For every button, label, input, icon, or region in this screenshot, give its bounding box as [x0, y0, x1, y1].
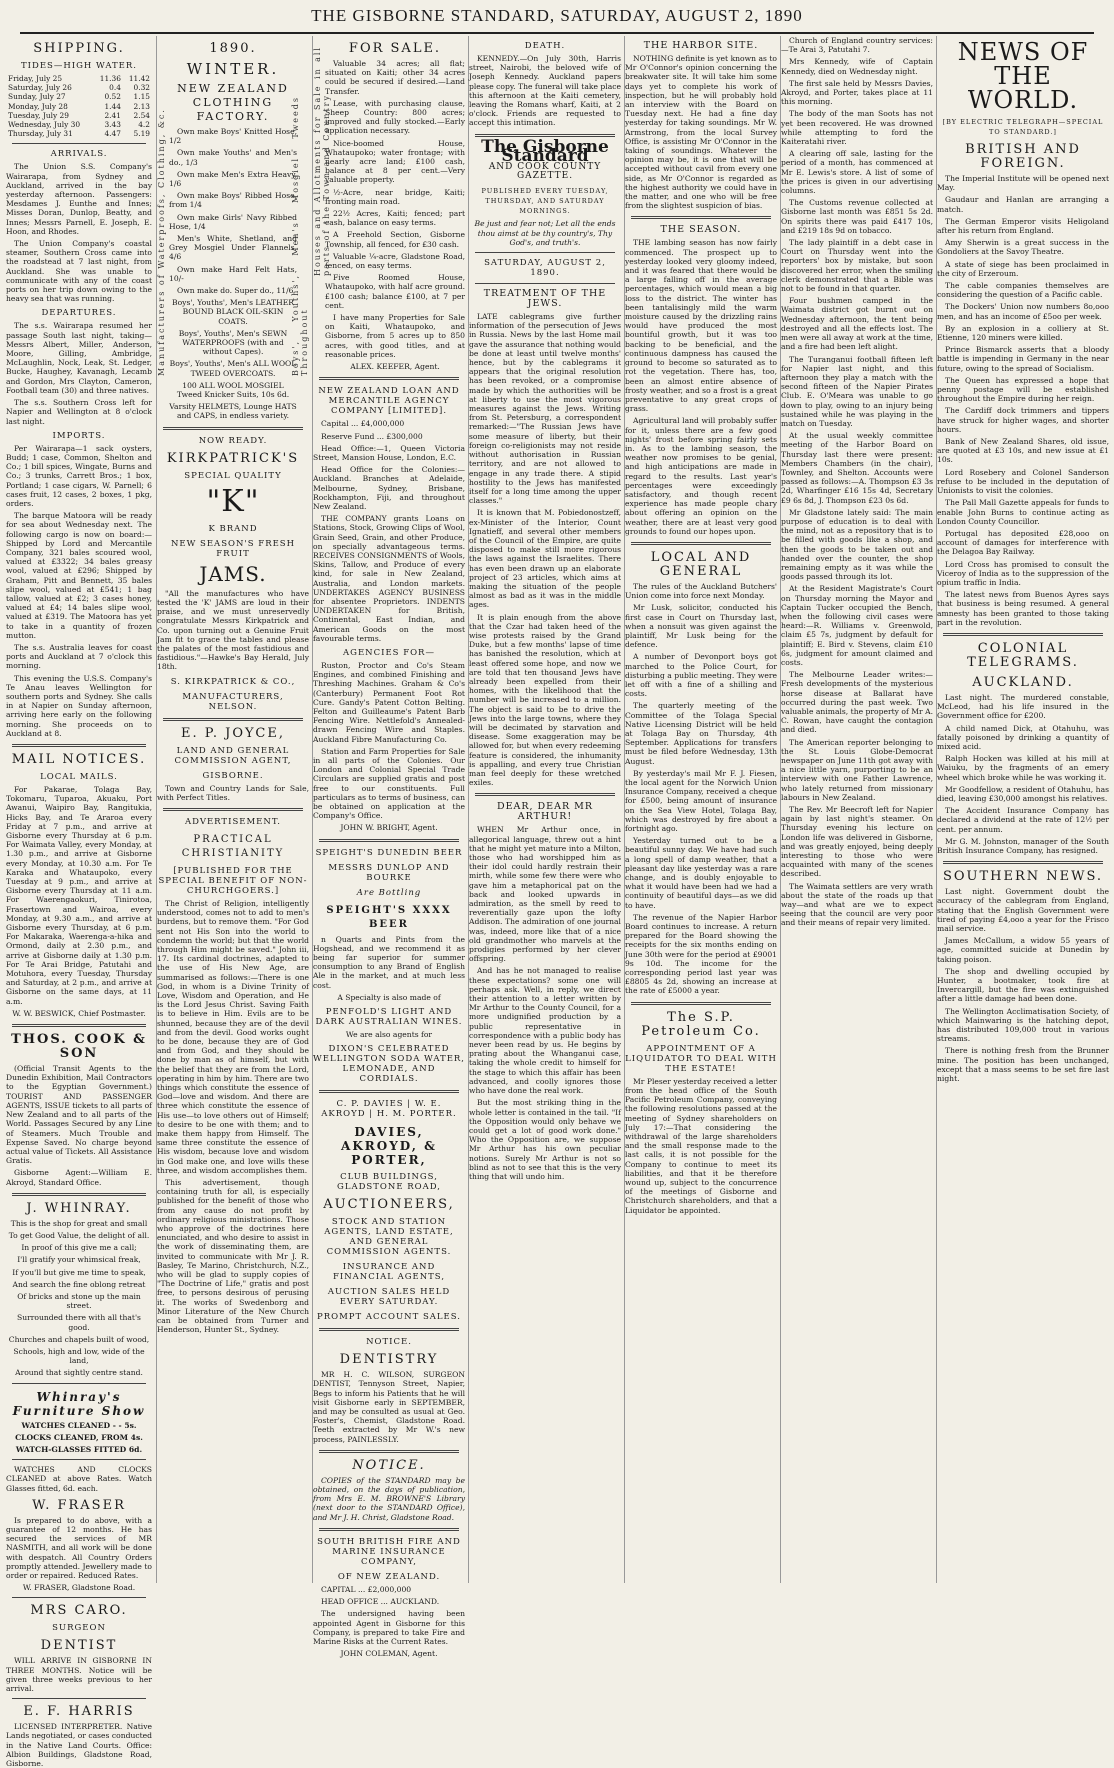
nameplate-published: PUBLISHED EVERY TUESDAY, THURSDAY, AND SATURDAY MORNINGS.: [481, 187, 609, 216]
col6-churches: Church of England country services:—Te Arai 3, Patutahi 7.: [781, 36, 933, 55]
southbritish-sign: JOHN COLEMAN, Agent.: [340, 1649, 438, 1659]
kirk-special: SPECIAL QUALITY: [184, 470, 282, 481]
col6-p15: The Waimata settlers are very wrath about the state of the roads up that way—and what are we to expect seeing that the council are very poor and their means of repair very limited.: [781, 881, 933, 928]
factory-more-item: Boys', Youths', Men's ALL WOOL TWEED OVERCOATS.: [169, 359, 297, 378]
local-p4: The quarterly meeting of the Committee of the Tolaga Special Native Licensing District will be held at Tolaga Bay on Thursday, 4th September. Applications for transfers must be filed before Wednesday, 13th August.: [625, 701, 777, 766]
factory-more: [169, 298, 297, 420]
caro-heading: MRS CARO.: [30, 1603, 128, 1619]
departures-text-2: The s.s. Southern Cross left for Napier and Wellington at 8 o'clock last night.: [6, 398, 152, 426]
tide-row: [6, 92, 152, 101]
nzloan-text-2: THE COMPANY grants Loans on Stations, Stock, Growing Clips of Wool, Grain Seed, Grain, and other Produce, on specially advantageous terms. RECEIVES CONSIGNMENTS of Wools, Skins, Tallow, and Produce of every kind, for sale in New Zealand, Australia, and London markets. UNDERTAKES AGENCY BUSINESS for absentee Proprietors. INDENTS UNDERTAKEN for British, Continental, East Indian, and American Goods on the most favourable terms.: [313, 514, 465, 643]
arrivals-text-2: The Union Company's coastal steamer, Southern Cross came into the roadstead at 7 last night, from Auckland. She was unable to communicate with any of the coast ports on her trip down owing to the heavy sea that was running.: [6, 239, 152, 304]
kirk-quote: "All the manufactures who have tested the 'K' JAMS are loud in their praise, and we must unreservedly congratulate Messrs Kirkpatrick and Co. upon turning out a Genuine Fruit Jam fit to grace the tables and please the palates of the most fastidious and fastidious."—Hawke's Bay Herald, July 18th.: [157, 588, 309, 672]
tide-am: 2.41: [104, 110, 121, 120]
news-item: Lord Cross has promised to consult the Viceroy of India as to the suppression of the opium traffic in India.: [937, 559, 1109, 587]
news-sub: [BY ELECTRIC TELEGRAPH—SPECIAL TO STANDARD.]: [942, 118, 1104, 136]
tide-day: Monday, July 28: [8, 101, 68, 111]
arrivals-heading: ARRIVALS.: [50, 149, 108, 160]
year-heading: 1890.: [209, 41, 257, 56]
tide-day: Saturday, July 26: [8, 83, 72, 93]
christianity-label: ADVERTISEMENT.: [185, 816, 281, 827]
davies-text: STOCK AND STATION AGENTS, LAND ESTATE, AND GENERAL COMMISSION AGENTS.: [324, 1217, 454, 1258]
sale-item: Valuable ¼-acre, Gladstone Road, fenced, on easy terms.: [325, 251, 465, 271]
col6-p2: The first sale held by Messrs Davies, Akroyd, and Porter, takes place at 11 this morning.: [781, 78, 933, 107]
col6-p8: The Turanganui football fifteen left for Napier last night, and this afternoon they play a match with the second fifteen of the Napier Pirates Club. E. O'Meara was unable to go down to play, owing to an injury being sustained while he was playing in the match on Tuesday.: [781, 354, 933, 428]
kirk-name: KIRKPATRICK'S: [166, 450, 300, 466]
speight-sub: MESSRS DUNLOP AND BOURKE: [328, 862, 450, 883]
southern-item: The shop and dwelling occupied by Hunter, a bootmaker, took fire at Invercargill, but the fire was extinguished after a little damage had been done.: [937, 966, 1109, 1004]
factory-item: Men's White, Shetland, and Grey Mosgiel Under Flannels, 4/6: [169, 234, 297, 262]
furniture-item: WATCH-GLASSES FITTED 6d.: [15, 1444, 143, 1454]
tide-pm: 0.32: [133, 83, 150, 93]
whinray-poem-line: To get Good Value, the delight of all.: [8, 1230, 150, 1240]
notice-text: COPIES of the STANDARD may be obtained, on the days of publication, from Mrs E. M. BROWNE'S Library (next door to the STANDARD Office), and Mr J. H. Christ, Gladstone Road.: [313, 1475, 465, 1522]
season-p2: Agricultural land will probably suffer for it, unless there are a few good nights' frost before spring fairly sets in. As to the lambing season, the weather now promises to be genial, and high anticipations are made in regard to the results. Last year's percentages were exceedingly satisfactory, and though recent experience has made people chary about offering an opinion on the weather, there are at least very good grounds to found our hopes upon.: [625, 416, 777, 536]
dentistry-notice: NOTICE.: [366, 1337, 412, 1348]
fraser-sign: W. FRASER, Gladstone Road.: [22, 1583, 136, 1593]
davies-auctioneers: AUCTIONEERS,: [323, 1197, 455, 1213]
kirk-footer-2: MANUFACTURERS, NELSON.: [182, 691, 284, 712]
death-heading: DEATH.: [524, 41, 566, 51]
news-item: The Queen has expressed a hope that penny postage will be established throughout the Empire during her reign.: [937, 375, 1109, 404]
nzloan-reserve: Reserve Fund ... £300,000: [321, 431, 423, 441]
col6-p3: The body of the man Soots has not yet been recovered. He was drowned while attempting to ford the Kaiteratahi river.: [781, 109, 933, 147]
news-heading: NEWS OF THE WORLD.: [957, 38, 1089, 114]
column-7: [936, 36, 1109, 1583]
local-p7: The revenue of the Napier Harbor Board continues to increase. A return prepared for the Board showing the receipts for the six months ending on June 30th were for the period at £9001 9s 10d. The income for the corresponding period last year was £8805 4s 2d, showing an increase at the rate of £5000 a year.: [625, 912, 777, 996]
column-6: [780, 36, 933, 1583]
nameplate-date: SATURDAY, AUGUST 2, 1890.: [484, 258, 606, 279]
departures-heading: DEPARTURES.: [41, 308, 117, 319]
notice-heading: NOTICE.: [352, 1457, 426, 1473]
joyce-town: GISBORNE.: [202, 770, 264, 781]
auckland-item: The Accident Insurance Company has declared a dividend at the rate of 12½ per cent. per annum.: [937, 806, 1109, 834]
sale-item: ½-Acre, near bridge, Kaiti; fronting main road.: [325, 187, 465, 206]
kirk-jams: JAMS.: [199, 561, 267, 586]
news-item: The Pall Mall Gazette appeals for funds to enable John Burns to continue acting as London County Councillor.: [937, 498, 1109, 526]
cook-heading: THOS. COOK & SON: [11, 1032, 147, 1062]
southbritish-sub: OF NEW ZEALAND.: [337, 1571, 441, 1582]
tide-pm: 1.15: [133, 92, 150, 102]
news-item: Prince Bismarck asserts that a bloody battle is impending in Germany in the near future, owing to the spread of Socialism.: [937, 345, 1109, 373]
tide-am: 1.44: [104, 101, 121, 111]
tide-pm: 2.13: [133, 101, 150, 111]
factory-item: Own make Youths' and Men's do., 1/3: [169, 148, 297, 167]
tide-am: 0.4: [109, 83, 121, 93]
tide-am: 3.43: [104, 120, 121, 130]
col6-p12: The Melbourne Leader writes:—Fresh developments of the mysterious horse disease at Ballarat have occurred during the past week. Two valuable animals, the property of Mr A. C. Rowan, have caught the contagion and died.: [781, 670, 933, 735]
whinray-poem-line: Churches and chapels built of wood,: [8, 1334, 150, 1344]
factory-more-item: Boys', Youths', Men's LEATHER BOUND BLACK OIL-SKIN COATS.: [172, 298, 294, 326]
auckland-item: A child named Dick, at Otahuhu, was fatally poisoned by drinking a quantity of mixed acid.: [937, 723, 1109, 751]
news-item: The cable companies themselves are considering the question of a Pacific cable.: [937, 281, 1109, 300]
nameplate-motto: Be just and fear not; Let all the ends thou aimst at be thy country's, Thy God's, and truth's.: [474, 219, 616, 247]
southbritish-office: HEAD OFFICE ... AUCKLAND.: [321, 1597, 440, 1607]
nzloan-sign: JOHN W. BRIGHT, Agent.: [340, 823, 438, 833]
christianity-text-2: This advertisement, though containing truth for all, is especially published for the benefit of those who from any cause do not profit by ordinary religious ministrations. Those who approve of the doctrines here enunciated, and who desire to assist in the work of disseminating them, are invited to communicate with Mr J. R. Basley, Te Marino, Christchurch, N.Z., who will be glad to supply copies of "The Doctrine of Life," gratis and post free, to persons desirous of perusing it. The works of Swedenborg and Minor Literature of the New Church can be obtained from Turner and Henderson, Hunter St., Sydney.: [157, 1178, 309, 1335]
nzloan-agents-heading: AGENCIES FOR—: [343, 647, 435, 658]
joyce-sub: LAND AND GENERAL COMMISSION AGENT,: [174, 745, 292, 766]
news-item: The Cardiff dock trimmers and tippers have struck for higher wages, and shorter hours.: [937, 406, 1109, 434]
petroleum-p1: Mr Pleser yesterday received a letter from the head office of the South Pacific Petroleum Company, conveying the following resolutions passed at the meeting of Sydney shareholders on July 17:—That considering the withdrawal of the large shareholders and the small response made to the last calls, it is not possible for the Company to continue to meet its liabilities, and that it be therefore wound up, subject to the concurrence of the meetings of Gisborne and Christchurch shareholders, and that a Liquidator be appointed.: [625, 1076, 777, 1215]
harris-text: LICENSED INTERPRETER. Native Lands negotiated, or cases conducted in the Native Land Courts. Office: Albion Buildings, Gladstone Road, Gisborne.: [6, 1722, 152, 1768]
factory-item: Own make do. Super do., 11/6: [177, 286, 294, 296]
winter-heading: WINTER.: [186, 60, 280, 78]
arthur-p2: And has he not managed to realise these expectations? some one will perhaps ask. Well, in reply, we direct their attention to a letter written by Mr Arthur to the County Council, for a more undignified production by a public representative in correspondence with a public body has never been read by us. He begins by prating about the Whanganui case, taking the whole credit to himself for the stage to which this affair has been advanced, and coolly ignores those who have done the real work.: [469, 966, 621, 1096]
auckland-item: Ralph Hocken was killed at his mill at Waiuku, by the fragments of an emery wheel which broke while he was working it.: [937, 754, 1109, 782]
southern-item: There is nothing fresh from the Brunner mine. The position has been unchanged, except that a mass seems to be set fire last night.: [937, 1046, 1109, 1084]
local-p5: By yesterday's mail Mr F. J. Fiesen, the local agent for the Norwich Union Insurance Company, received a cheque for £500, being amount of insurance on the Sea View Hotel, Tolaga Bay, which was destroyed by fire about a fortnight ago.: [625, 768, 777, 834]
mail-sign: W. W. BESWICK, Chief Postmaster.: [12, 1008, 146, 1018]
tide-am: 11.36: [99, 74, 121, 83]
factory-more-item: 100 ALL WOOL MOSGIEL Tweed Knicker Suits, 10s 6d.: [176, 380, 290, 400]
sale-item: Lease, with purchasing clause, Sheep Country: 800 acres; improved and fully stocked.—Early application necessary.: [325, 98, 465, 136]
tides-table: [6, 74, 152, 138]
southern-heading: SOUTHERN NEWS.: [942, 869, 1104, 885]
tide-am: 0.52: [104, 92, 121, 102]
sale-item: Valuable 34 acres; all flat; situated on Kaiti; other 34 acres could be secured if desired.—Land Transfer.: [325, 59, 465, 96]
season-heading: THE SEASON.: [660, 224, 742, 236]
nzloan-text: Head Office for the Colonies:—Auckland. Branches at Adelaide, Melbourne, Sydney, Brisbane, Rockhampton, Fiji, and throughout New Zealand.: [313, 465, 465, 511]
kirk-k: "K": [206, 483, 260, 519]
whinray-poem-line: In proof of this give me a call;: [21, 1243, 137, 1253]
factory-more-item: Varsity HELMETS, Lounge HATS and CAPS, in endless variety.: [169, 402, 297, 421]
tide-row: [6, 120, 152, 129]
cook-text: (Official Transit Agents to the Dunedin Exhibition, Mail Contractors to the Egyptian Government.) TOURIST AND PASSENGER AGENTS, ISSUE tickets to all parts of New Zealand and to all parts of the World. Passages Secured by any Line of Steamers. Much Trouble and Expense Saved. No charge beyond actual value of Tickets. All Assistance Gratis.: [6, 1064, 152, 1166]
dentistry-heading: DENTISTRY: [339, 1352, 439, 1368]
davies-auction: AUCTION SALES HELD EVERY SATURDAY.: [327, 1287, 451, 1308]
jews-p3: It is plain enough from the above that the Czar had taken heed of the wise protests raised by the Grand Duke, but a few months' lapse of time has banished the resolution, which at least offered some hope, and now we are told that ten thousand Jews have already been expelled from their homes, with the likelihood that the number will be increased to a million. The object is said to be to drive the Jews into the large towns, where they will be decimated by starvation and disease. Some exaggeration may be allowed for, but when every redeeming feature is considered, the inhumanity is appalling, and every true Christian man feel deeply for these wretched exiles.: [469, 612, 621, 788]
tide-row: [6, 111, 152, 120]
sale-sign: ALEX. KEEFER, Agent.: [350, 362, 440, 372]
side-label-sale: Houses and Allotments for Sale in all parts of the Town and Country: [313, 46, 332, 276]
auckland-item: Mr Goodfellow, a resident of Otahuhu, has died, leaving £30,000 amongst his relatives.: [937, 784, 1109, 803]
furniture-item: CLOCKS CLEANED, FROM 4s.: [15, 1432, 143, 1442]
sale-item: 22½ Acres, Kaiti; fenced; part cash, balance on easy terms.: [325, 209, 465, 228]
jews-p1: LATE cablegrams give further information of the persecution of Jews in Russia. News by the last Home mail gave the assurance that nothing would be done at least until twelve months' hence, but by the cablegrams it appears that the original resolution has been revoked, or a compromise made by which the authorities will be at liberty to use the most vigorous measures against the Jews. Writing from St. Petersburg, a correspondent remarked:—"The Russian Jews have some measure of liberty, but their foreign co-religionists may not reside without authorisation in Russian territory, and are not allowed to engage in any trade there. A stipid hostility to the Jews has manifested itself for a long time among the upper classes.": [469, 312, 621, 506]
speight-beer: SPEIGHT'S XXXX BEER: [326, 904, 452, 930]
col6-p10: Mr Gladstone lately said: The main purpose of education is to deal with the mind, not as a repository that is to be filled with goods like a shop, and then the goods to be taken out and handed over the counter, the shop remaining empty as it was while the goods passed through its lot.: [781, 507, 933, 582]
tides-heading: TIDES—HIGH WATER.: [20, 61, 137, 71]
kirk-new-season: NEW SEASON'S FRESH FRUIT: [170, 538, 296, 559]
factory-item: Own make Boys' Ribbed Hose, from 1/4: [169, 191, 297, 210]
sale-item: Nice-boomed House, Whataupoko; water frontage; with nearly acre land; £100 cash, balance at 8 per cent.—Very valuable property.: [325, 138, 465, 185]
column-5: [624, 36, 777, 1583]
tide-row: [6, 74, 152, 83]
news-item: Gaudaur and Hanlan are arranging a match.: [937, 195, 1109, 214]
southern-items: [937, 887, 1109, 1083]
whinray-poem: [6, 1219, 152, 1378]
nzloan-capital: Capital ... £4,000,000: [321, 419, 405, 429]
tide-day: Tuesday, July 29: [8, 110, 69, 120]
masthead-title: THE GISBORNE STANDARD, SATURDAY, AUGUST 2, 1890: [311, 6, 803, 25]
col6-p5: The Customs revenue collected at Gisborne last month was £851 5s 2d. On spirits there was paid £417 10s, and £219 18s 9d on tobacco.: [781, 198, 933, 235]
southern-item: Last night. Government doubt the accuracy of the cablegram from England, stating that the English Government were tired of paying £4,ooo a year for the Frisco mail service.: [937, 887, 1109, 933]
whinray-poem-line: And search the fine oblong retreat: [12, 1279, 146, 1289]
auckland-item: Last night. The murdered constable, McLeod, had his life insured in the Government office for £200.: [937, 692, 1109, 721]
local-heading: LOCAL AND GENERAL: [650, 549, 752, 579]
speight-penfold: PENFOLD'S LIGHT AND DARK AUSTRALIAN WINES.: [315, 1007, 463, 1028]
whinray-poem-line: Schools, high and low, wide of the land,: [13, 1346, 145, 1366]
factory-more-item: Boys', Youths', Men's SEWN WATERPROOFS (with and without Capes).: [178, 328, 288, 357]
col6-p14: The Rev. Mr Beecroft left for Napier again by last night's steamer. On Thursday evening his lecture on London life was delivered in Gisborne, and was greatly enjoyed, being deeply interesting to those who were acquainted with many of the scenes described.: [781, 805, 933, 879]
news-item: Portugal has deposited £28,ooo on account of damages for interference with the Delagoa Bay Railway.: [937, 528, 1109, 557]
column-4: [468, 36, 621, 1583]
whinray-poem-line: This is the shop for great and small: [10, 1218, 148, 1228]
death-text: KENNEDY.—On July 30th, Harris street, Nairobi, the beloved wife of Joseph Kennedy. Auckland papers please copy. The funeral will take place this afternoon at the Kaiti cemetery, leaving the Romans wharf, Kaiti, at 2 o'clock. Friends are requested to accept this intimation.: [469, 54, 621, 128]
nzloan-office: Head Office:—1, Queen Victoria Street, Mansion House, London, E.C.: [313, 443, 465, 462]
cook-agent: Gisborne Agent:—William E. Akroyd, Standard Office.: [6, 1168, 152, 1187]
kirk-now-ready: NOW READY.: [198, 435, 268, 446]
harbor-heading: THE HARBOR SITE.: [643, 40, 759, 51]
news-item: Amy Sherwin is a great success in the Gondoliers at the Savoy Theatre.: [937, 238, 1109, 257]
southbritish-text: The undersigned having been appointed Agent in Gisborne for this Company, is prepared to take Fire and Marine Risks at the Current Rates.: [313, 1609, 465, 1646]
side-label-right: Boys', Youths', Men's Mosgiel Tweeds Throughout: [290, 96, 309, 376]
sale-item: Five Roomed House, Whataupoko, with half acre ground. £100 cash; balance £100, at 7 per cent.: [325, 273, 465, 310]
news-item: The latest news from Buenos Ayres says that business is being resumed. A general amnesty has been granted to those taking part in the revolution.: [937, 590, 1109, 627]
fraser-text: Is prepared to do above, with a guarantee of 12 months. He has secured the services of MR NASMITH, and all work will be done with despatch. All Country Orders promptly attended. Jewellery made to order or repaired. Reduced Rates.: [6, 1515, 152, 1580]
news-item: The German Emperor visits Heligoland after his return from England.: [937, 216, 1109, 236]
tide-pm: 5.19: [133, 129, 150, 139]
tide-pm: 4.2: [138, 120, 150, 130]
jews-heading: TREATMENT OF THE JEWS.: [483, 288, 607, 310]
davies-partners: C. P. DAVIES | W. E. AKROYD | H. M. PORTER.: [321, 1099, 457, 1120]
speight-agents: We are also agents for: [345, 1030, 433, 1040]
whinray-poem-line: If you'll but give me time to speak,: [12, 1267, 146, 1277]
tide-am: 4.47: [104, 129, 121, 139]
caro-sub: SURGEON: [52, 1623, 106, 1634]
southern-item: James McCallum, a widow 55 years of age, committed suicide at Dunedin by taking poison.: [937, 936, 1109, 964]
southern-item: The Wellington Acclimatisation Society, of which Mainwaring is the hatching depot, has distributed 109,000 trout in various streams.: [937, 1006, 1109, 1044]
departures-text: The s.s. Wairarapa resumed her passage South last night, taking—Messrs Albert, Miller, Anderson, Moore, Gilling, Ambridge, McLaughlin, Nock, Leak, St. Ledger, Bucke, Haughey, Kavanagh, Lecamb and Gordon, Mrs Clayton, Cameron, Football team (30) and three natives.: [6, 321, 152, 395]
christianity-text: The Christ of Religion, intelligently understood, comes not to add to men's burdens, but to remove them. "For God sent not His Son into the world to condemn the world; but that the world through Him might be saved." John iii, 17. Its cardinal doctrines, adapted to the use of His New Age, are summarised as follows:—There is one God, in whom is a Divine Trinity of Love, Wisdom and Operation, and He is the Lord Jesus Christ. Saving Faith is to believe in Him. Evils are to be shunned, because they are of the devil and from the devil. Good works ought to be done, because they are of God and from God, and they should be done by man as of himself, but with the belief that they are from the Lord, operating in him by him. There are two things which constitute the essence of God—love and wisdom. And there are three which constitute the essence of His use—to love others out of Himself; to desire to be one with them; and to make them happy from Himself. The same three constitute the essence of His wisdom, because love and wisdom in God make one, and love wills these three, and wisdom accomplishes them.: [157, 898, 309, 1175]
news-item: The Imperial Institute will be opened next May.: [937, 174, 1109, 193]
imports-text-3: The s.s. Australia leaves for coast ports and Auckland at 7 o'clock this morning.: [6, 642, 152, 671]
tide-day: Friday, July 25: [8, 74, 63, 83]
imports-heading: IMPORTS.: [52, 430, 106, 441]
nzloan-agents: Ruston, Proctor and Co's Steam Engines, and combined Finishing and Threshing Machines. Graham & Co's (Canterbury) Permanent Foot Rot Cure. Gandy's Patent Cotton Belting. Felton and Guilleaume's Patent Barb Fencing Wire. Nettlefold's Annealed-drawn Fencing Wire and Staples. Auckland Fibre Manufacturing Co.: [313, 660, 465, 744]
col6-p11: At the Resident Magistrate's Court on Thursday morning the Mayor and Captain Tucker occupied the Bench, when the following civil cases were heard:—R. Williams v. Greenwold, claim £5 7s, judgment by default for plaintiff; E. Bird v. Stevens, claim £10 6s, judgment for amount claimed and costs.: [781, 584, 933, 667]
col6-p7: Four bushmen camped in the Waimata district got burnt out on Wednesday afternoon, the tent being destroyed and all the effects lost. The men were all away at work at the time, and a fire had been left alight.: [781, 296, 933, 352]
column-3: [312, 36, 466, 1659]
sale-items: [325, 59, 465, 359]
news-item: A state of siege has been proclaimed in the city of Erzeroum.: [937, 259, 1109, 278]
fraser-heading: W. FRASER: [32, 1497, 126, 1513]
news-item: The Dockers' Union now numbers 8o,ooo men, and has an income of £5oo per week.: [937, 302, 1109, 321]
tide-day: Wednesday, July 30: [8, 120, 81, 130]
factory-item: Own make Boys' Knitted Hose, 1/2: [169, 127, 297, 146]
joyce-heading: E. P. JOYCE,: [181, 725, 285, 741]
imports-text-4: This evening the U.S.S. Company's Te Anau leaves Wellington for southern ports and Sydney. She calls in at Napier on Sunday afternoon, arriving here early on the following morning. She proceeds on to Auckland at 8.: [6, 673, 152, 738]
harbor-p1: NOTHING definite is yet known as to Mr O'Connor's opinion concerning the breakwater site. It will take him some days yet to complete his work of inspection, but he will probably hold an interview with the Board on Tuesday next. He had a fine day yesterday for taking soundings. Mr W. Armstrong, from the local Survey Office, is assisting Mr O'Connor in the taking of soundings. Whatever the opinion may be, it is one that will be accepted without cavil from every one side, as Mr O'Connor is regarded as the highest authority we could have in the matter, and one who will be free from the slightest suspicion of bias.: [625, 54, 777, 211]
davies-heading: DAVIES, AKROYD, & PORTER,: [341, 1125, 437, 1168]
mail-sub: LOCAL MAILS.: [40, 772, 118, 782]
shipping-heading: SHIPPING.: [33, 41, 125, 56]
dentistry-text: MR H. C. WILSON, SURGEON DENTIST, Tennyson Street, Napier, Begs to inform his Patients that he will visit Gisborne early in SEPTEMBER, and may be consulted as usual at Geo. Foster's, Chemist, Gladstone Road. Teeth extracted by Mr W.'s new process, PAINLESSLY.: [313, 1370, 465, 1444]
jews-p2: It is known that M. Pobiedonostzeff, ex-Minister of the Interior, Count Ignatieff, and several other members of the Council of the Empire, are quite disposed to make still more rigorous the laws against the Israelites. There has even been drawn up an elaborate project of 23 articles, which aims at making the situation of the people almost as bad as it was in the middle ages.: [469, 508, 621, 610]
season-p1: THE lambing season has now fairly commenced. The prospect up to yesterday looked very gloomy indeed, and it was feared that there would be a large falling off in the average percentages, which would mean a big loss to the district. The winter has been tantalisingly mild the warm moisture caused by the drizzling rains would have produced the most bountiful growth, but it was too backing to be beneficial, and the continuous dampness has caused the ground to become so saturated as to rot the vegetation. There has, too, been an almost entire absence of frosty weather, and so a frost is a great preventative to any great crops of grass.: [625, 238, 777, 414]
davies-prompt: PROMPT ACCOUNT SALES.: [316, 1312, 461, 1323]
factory-item: Own make Girls' Navy Ribbed Hose, 1/4: [169, 212, 297, 231]
arthur-p1: WHEN Mr Arthur once, in allegorical language, threw out a hint that he might yet mature into a Milton, those who had worshipped him as their idol could hardly restrain their mirth, while some few there were who gave him a metaphorical pat on the back and looked upwards in admiration, as the smell by reed to reverentially gaze upon the lofty Addison. The admiration of one journal was, indeed, more like that of a nice old grandmother who marvels at the prodigies performed by her clever offspring.: [469, 825, 621, 964]
davies-insurance: INSURANCE AND FINANCIAL AGENTS,: [332, 1262, 446, 1283]
side-label-left: Manufacturers of Waterproofs, Clothing, &c.: [157, 108, 166, 376]
petroleum-heading: The S.P. Petroleum Co.: [641, 1009, 761, 1039]
furniture-heading: Whinray's Furniture Show: [12, 1389, 146, 1418]
tide-row: [6, 129, 152, 138]
factory-heading: NEW ZEALAND CLOTHING FACTORY.: [177, 82, 289, 123]
nzloan-text-3: Station and Farm Properties for Sale in all parts of the Colonies. Our London and Colonial Special Trade Circulars are supplied gratis and post free to our constituents. Full particulars as to terms of business, can be obtained on application at the Company's Office.: [313, 746, 465, 821]
southbritish-capital: CAPITAL ... £2,000,000: [321, 1584, 412, 1594]
sale-item: A Freehold Section, Gisborne Township, all fenced, for £30 cash.: [325, 230, 465, 249]
speight-dixon: DIXON'S CELEBRATED WELLINGTON SODA WATER, LEMONADE, AND CORDIALS.: [313, 1044, 466, 1085]
tide-pm: 2.54: [133, 110, 150, 120]
local-p6: Yesterday turned out to be a beautiful sunny day. We have had such a long spell of damp weather, that a pleasant day like yesterday was a rare change, and is doubly enjoyable to what it would have been had we had a continuity of beautiful days—as we did to have.: [625, 836, 777, 910]
arthur-p3: But the most striking thing in the whole letter is contained in the tail. "If the Opposition would only behave we could get a lot of good work done." Who the Opposition are, we suppose Mr Arthur has his own peculiar notions. Surely Mr Arthur is not so blind as not to see that this is the very thing that will undo him.: [469, 1098, 621, 1181]
local-p2: Mr Lusk, solicitor, conducted his first case in Court on Thursday last, when a nonsuit was given against the plaintiff, Mr Lusk being for the defence.: [625, 603, 777, 650]
speight-special: A Specialty is also made of: [337, 992, 441, 1002]
joyce-text: Town and Country Lands for Sale, with Perfect Titles.: [157, 783, 309, 802]
column-1: [6, 36, 152, 1768]
mail-text: For Pakarae, Tolaga Bay, Tokomaru, Tuparoa, Akuaku, Port Awanui, Waipiro Bay, Rangitukia, Hicks Bay, and Te Araroa every Friday at 7 p.m., and arrive at Gisborne every Thursday at 6 p.m. For Waimata Valley, every Monday, at 1.30 p.m., and arrive at Gisborne every Monday, at 10.30 a.m. For Te Karaka and Whataupoko, every Tuesday at 9 p.m., and arrive at Gisborne every Thursday at 11 a.m. For Waerengaokuri, Tinirotoa, Frasertown and Wairoa, every Monday, at 9.30 a.m., and arrive at Gisborne every Thursday, at 6 p.m. For Makaraka, Waerenga-a-hika and Ormond, daily at 2.30 p.m., and arrive at Gisborne daily at 1.30 p.m. For Te Arai Bridge, Patutahi and Motuhora, every Tuesday, Thursday and Saturday, at 2 p.m., and arrive at Gisborne on the same days, at 11 a.m.: [6, 785, 152, 1006]
imports-text: Per Wairarapa—1 sack oysters, Budd; 1 case, Common, Shelton and Co.; 1 bill spices, Wingate, Burns and Co.; 3 trunks, Carrett Bros.; 1 box, Portland; 1 case cigars, W. Parnell; 6 cases fruit, 12 cases, 2 boxes, 1 pkg, orders.: [6, 443, 152, 508]
local-p3: A number of Devonport boys got marched to the Police Court, for disturbing a public meeting. They were let off with a fine of a shilling and costs.: [625, 652, 777, 699]
news-item: By an explosion in a colliery at St. Etienne, 120 miners were killed.: [937, 323, 1109, 343]
tide-day: Sunday, July 27: [8, 92, 66, 102]
nameplate-sub: AND COOK COUNTY GAZETTE.: [488, 162, 602, 182]
fraser-intro: WATCHES AND CLOCKS CLEANED at above Rates. Watch Glasses fitted, 6d. each.: [6, 1465, 152, 1493]
col6-p9: At the usual weekly committee meeting of the Harbor Board on Thursday last there were present: Members Chambers (in the chair), Townley, and Shelton. Accounts were passed as follows:—A. Thompson £3 3s 2d, Wharfinger £16 15s 4d, Secretary £9 6s 8d, J. Thompson £23 0s 6d.: [781, 431, 933, 505]
imports-text-2: The barque Matoora will be ready for sea about Wednesday next. The following cargo is now on board:—Shipped by Lord and Mercantile Company, 321 bales scoured wool, valued at £3322; 34 bales greasy wool, valued at £296; Shipped by Graham, Pitt and Bennett, 35 bales slipe wool, valued at £541; 1 bag tallow, valued at £2; 3 cases honey, valued at £4; 14 bales slipe wool, valued at £319. The Matoora has yet to take in a quantity of frozen mutton.: [6, 511, 152, 640]
col6-p1: Mrs Kennedy, wife of Captain Kennedy, died on Wednesday night.: [781, 57, 933, 76]
kirk-footer: S. KIRKPATRICK & CO.,: [170, 676, 296, 687]
christianity-sub: [PUBLISHED FOR THE SPECIAL BENEFIT OF NON-CHURCHGOERS.]: [158, 865, 308, 896]
col6-p4: A clearing off sale, lasting for the period of a month, has commenced at Mr E. Lewis's store. A list of some of the prices is given in our advertising columns.: [781, 149, 933, 196]
nzloan-heading: NEW ZEALAND LOAN AND MERCANTILE AGENCY COMPANY [LIMITED].: [318, 386, 460, 417]
tide-pm: 11.42: [128, 74, 150, 83]
petroleum-sub: APPOINTMENT OF A LIQUIDATOR TO DEAL WITH THE ESTATE!: [625, 1043, 777, 1074]
factory-item: Own make Men's Extra Heavy, 1/6: [169, 169, 297, 189]
whinray-poem-line: Around that sightly centre stand.: [15, 1368, 143, 1378]
davies-address: CLUB BUILDINGS, GLADSTONE ROAD,: [337, 1172, 441, 1193]
column-2: [156, 36, 309, 1583]
tide-day: Thursday, July 31: [8, 129, 73, 139]
col6-p6: The lady plaintiff in a debt case in Court on Thursday went into the reporters' box by mistake, but soon discovered her error, when the smiling clerk demonstrated that a Bible was not to be found in that quarter.: [781, 238, 933, 294]
christianity-heading: PRACTICAL CHRISTIANITY: [181, 833, 285, 859]
auckland-heading: AUCKLAND.: [972, 674, 1074, 690]
nameplate-title: The Gisborne Standard: [481, 136, 609, 166]
masthead: [20, 6, 1094, 34]
caro-title: DENTIST: [40, 1638, 118, 1654]
factory-item: Own make Hard Felt Hats, 10/-: [169, 264, 297, 283]
caro-text: WILL ARRIVE IN GISBORNE IN THREE MONTHS. Notice will be given three weeks previous to her arrival.: [6, 1656, 152, 1694]
speight-bottling: Are Bottling: [356, 887, 422, 898]
speight-text: n Quarts and Pints from the Hogshead, and we recommend it as being far superior for summer consumption to any Brand of English Ale in the market, and at much less cost.: [313, 934, 465, 990]
factory-items: [169, 127, 297, 295]
speight-heading: SPEIGHT'S DUNEDIN BEER: [315, 847, 463, 858]
mail-heading: MAIL NOTICES.: [11, 752, 147, 767]
southbritish-heading: SOUTH BRITISH FIRE AND MARINE INSURANCE COMPANY,: [317, 1536, 461, 1567]
arthur-heading: DEAR, DEAR MR ARTHUR!: [496, 801, 594, 823]
furniture-item: WATCHES CLEANED - - 5s.: [21, 1420, 137, 1430]
harris-heading: E. F. HARRIS: [23, 1704, 135, 1720]
british-foreign-items: [937, 174, 1109, 627]
news-item: Lord Rosebery and Colonel Sanderson refuse to be included in the deputation of Unionists to visit the colonies.: [937, 467, 1109, 496]
whinray-heading: J. WHINRAY.: [26, 1200, 132, 1216]
tide-row: [6, 102, 152, 111]
arrivals-text: The Union S.S. Company's Wairarapa, from Sydney and Auckland, arrived in the bay yesterday afternoon. Passengers: Mesdames J. Eunthe and Innes; Misses Doran, Dunlop, Beatty, and Innes; Messrs Parnell, E. Joseph, E. Hoon, and Rhodes.: [6, 162, 152, 236]
local-p1: The rules of the Auckland Butchers' Union come into force next Monday.: [625, 581, 777, 601]
whinray-poem-line: Surrounded there with all that's good.: [17, 1313, 141, 1332]
colonial-heading: COLONIAL TELEGRAMS.: [967, 640, 1079, 670]
sale-item: I have many Properties for Sale on Kaiti, Whataupoko, and Gisborne, from 5 acres up to 850 acres, with good titles, and at reasonable prices.: [325, 313, 465, 359]
whinray-poem-line: Of bricks and stone up the main street.: [17, 1291, 141, 1311]
furniture-items: [6, 1421, 152, 1455]
tide-row: [6, 83, 152, 92]
british-foreign-heading: BRITISH AND FOREIGN.: [965, 142, 1081, 171]
auckland-items: [937, 693, 1109, 855]
sale-heading: FOR SALE.: [348, 41, 442, 56]
whinray-poem-line: I'll gratify your whimsical freak,: [17, 1255, 141, 1265]
kirk-brand: K BRAND: [208, 523, 258, 534]
auckland-item: Mr G. M. Johnston, manager of the South British Insurance Company, has resigned.: [937, 836, 1109, 855]
news-item: Bank of New Zealand Shares, old issue, are quoted at £3 10s, and new issue at £1 10s.: [937, 437, 1109, 465]
col6-p13: The American reporter belonging to the St. Louis Globe-Democrat newspaper on June 11th got away with a nice little yarn, purporting to be an interview with one Father Lawrence, who lately returned from missionary labours in New Zealand.: [781, 737, 933, 802]
